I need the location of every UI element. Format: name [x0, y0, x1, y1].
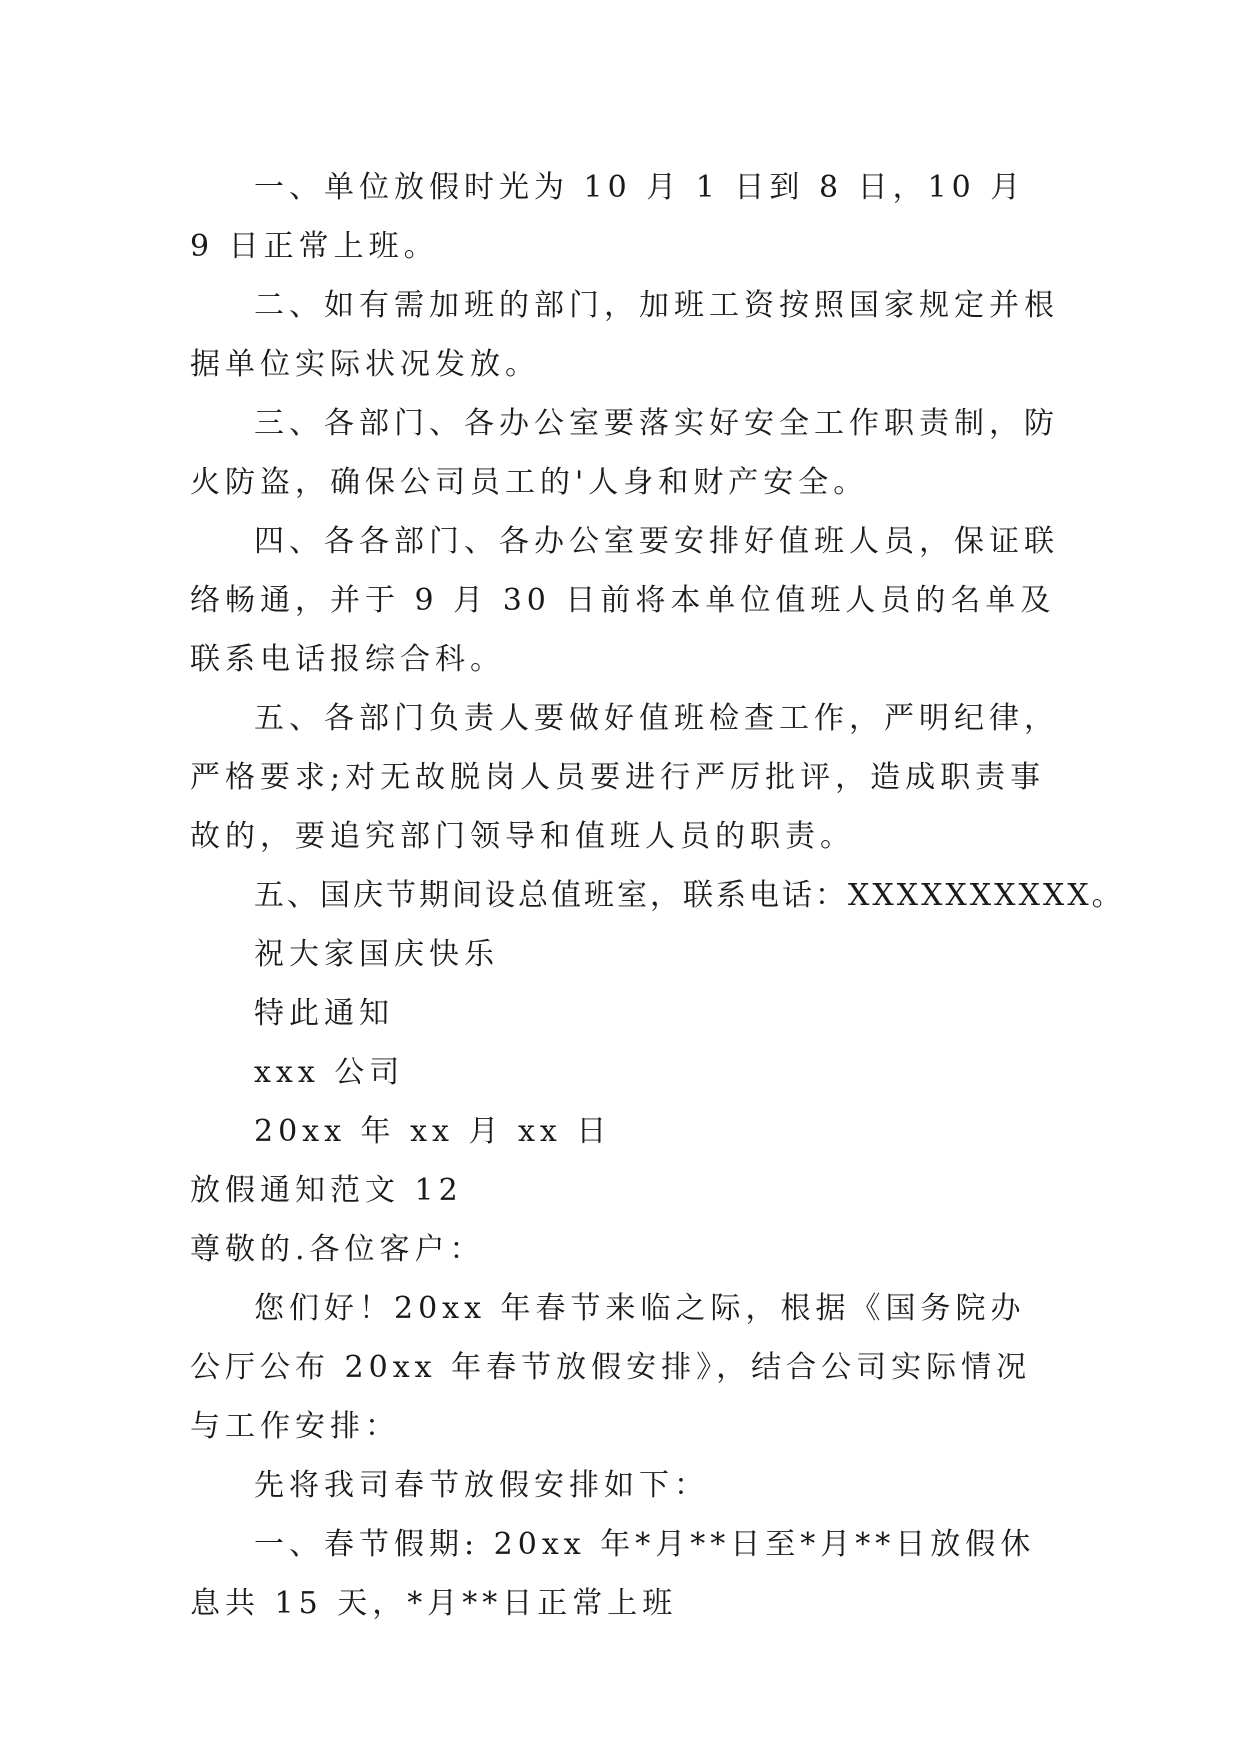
- paragraph-5: 五、各部门负责人要做好值班检查工作，严明纪律，严格要求;对无故脱岗人员要进行严厉批评，造成职责事故的，要追究部门领导和值班人员的职责。: [190, 701, 1059, 854]
- body2-paragraph-2: 先将我司春节放假安排如下：: [254, 1468, 709, 1503]
- section-title: 放假通知范文 12: [190, 1173, 463, 1208]
- paragraph-2: 二、如有需加班的部门，加班工资按照国家规定并根据单位实际状况发放。: [190, 288, 1059, 382]
- paragraph-3: 三、各部门、各办公室要落实好安全工作职责制，防火防盗，确保公司员工的'人身和财产安全。: [190, 406, 1059, 500]
- salutation: 尊敬的.各位客户：: [190, 1232, 485, 1267]
- greeting: 祝大家国庆快乐: [254, 937, 499, 972]
- paragraph-1: 一、单位放假时光为 10 月 1 日到 8 日，10 月 9 日正常上班。: [190, 170, 1026, 264]
- contact-line: 五、国庆节期间设总值班室，联系电话：XXXXXXXXXX。: [254, 878, 1125, 913]
- closing: 特此通知: [254, 996, 394, 1031]
- paragraph-4: 四、各各部门、各办公室要安排好值班人员，保证联络畅通，并于 9 月 30 日前将本单位值班人员的名单及联系电话报综合科。: [190, 524, 1059, 677]
- signature-date: 20xx 年 xx 月 xx 日: [254, 1114, 612, 1149]
- body2-paragraph-1: 您们好！20xx 年春节来临之际，根据《国务院办公厅公布 20xx 年春节放假安排》，结合公司实际情况与工作安排：: [190, 1291, 1032, 1444]
- body2-paragraph-3: 一、春节假期: 20xx 年*月**日至*月**日放假休息共 15 天，*月**日正常上班: [190, 1527, 1036, 1621]
- company-signature: xxx 公司: [254, 1055, 405, 1090]
- document-body: [190, 158, 1125, 1633]
